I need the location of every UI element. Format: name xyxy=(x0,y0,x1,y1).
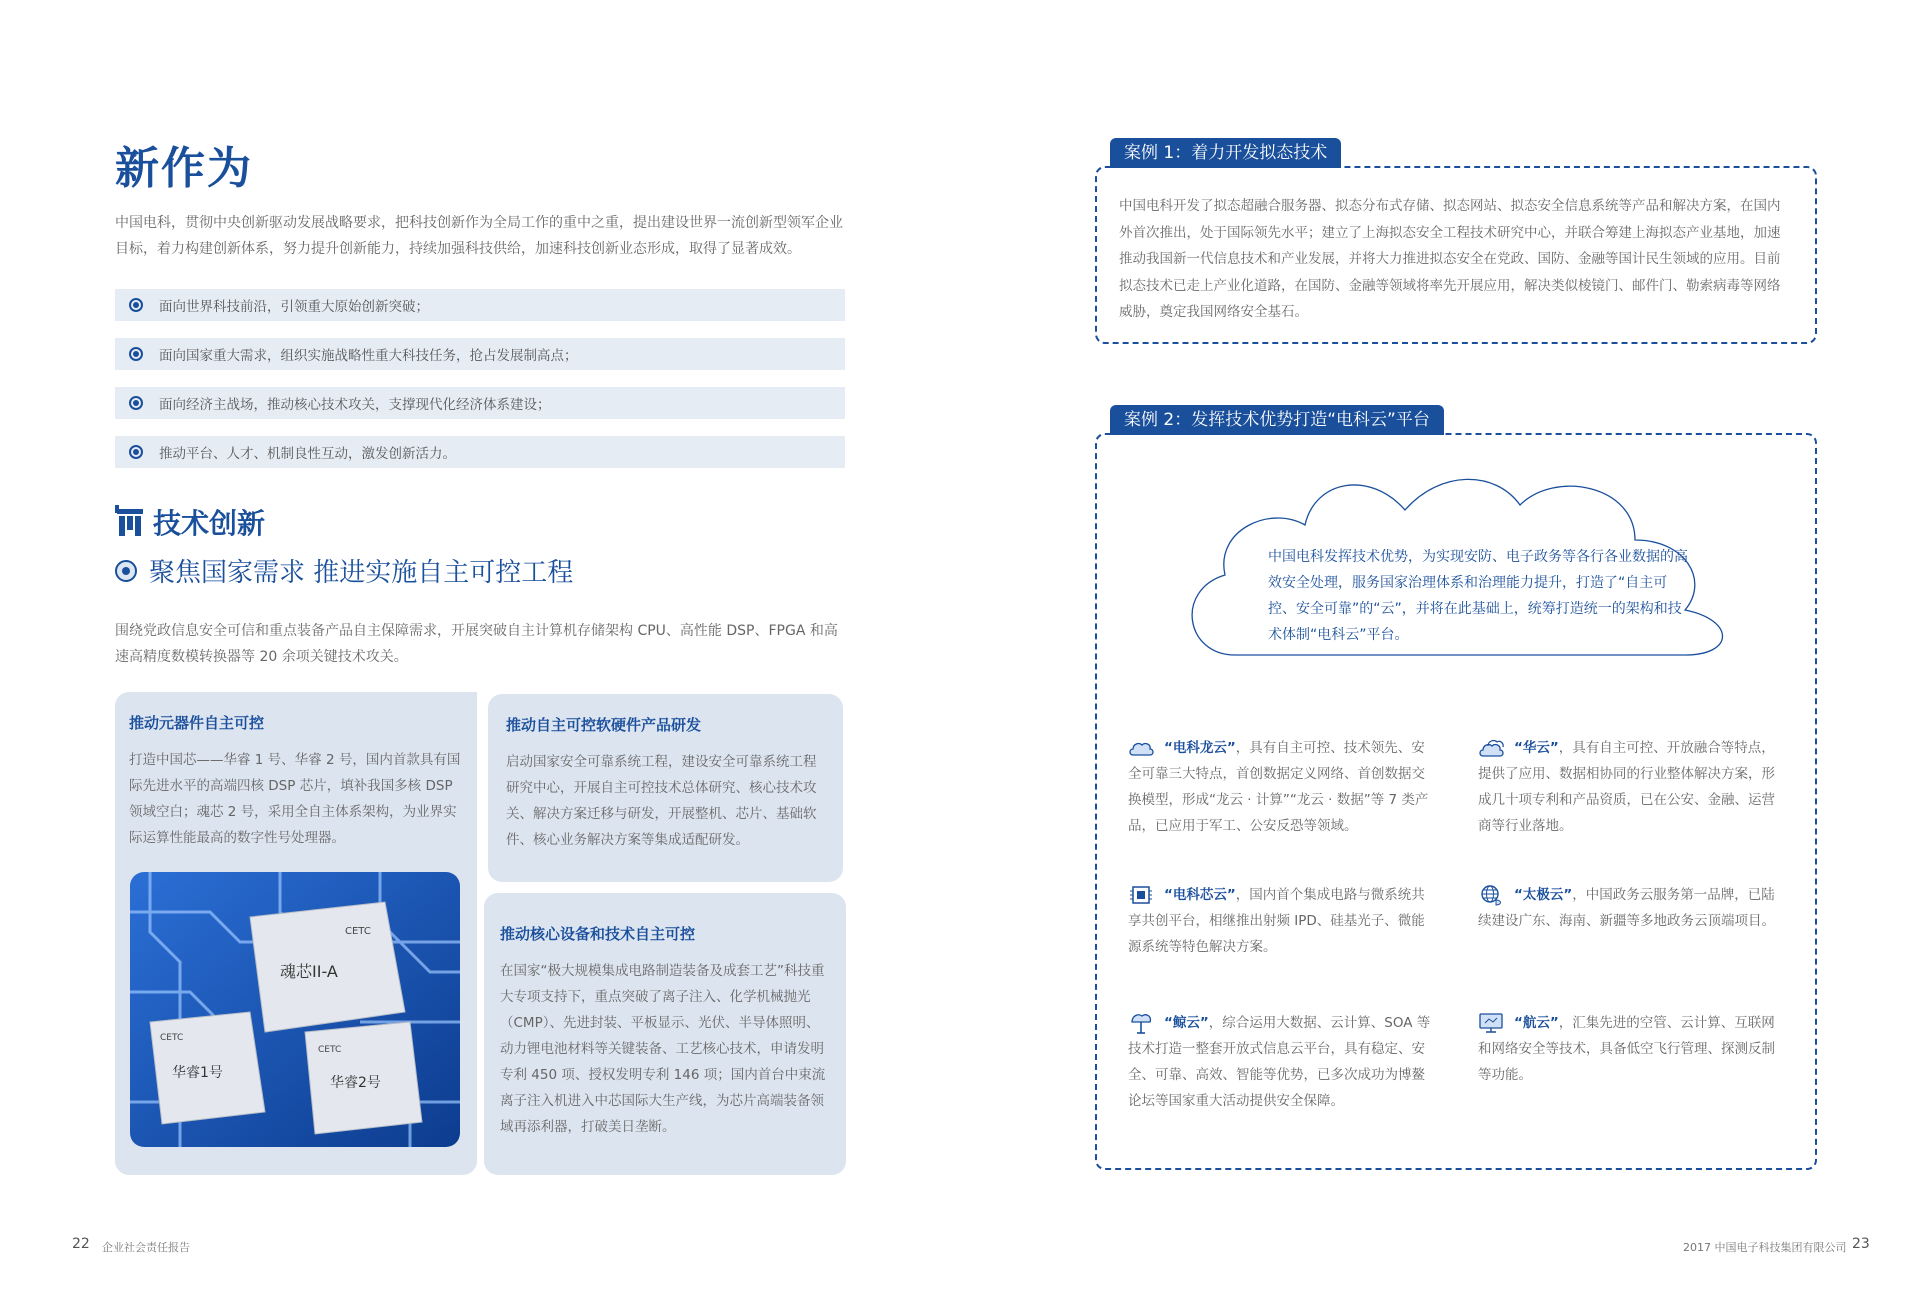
sub-title: 聚焦国家需求 推进实施自主可控工程 xyxy=(115,552,573,589)
feature-huayun: “华云”，具有自主可控、开放融合等特点，提供了应用、数据相协同的行业整体解决方案，形成几十项专利和产品资质，已在公安、金融、运营商等行业落地。 xyxy=(1478,735,1783,839)
cloud-text: 中国电科发挥技术优势，为实现安防、电子政务等各行各业数据的高效安全处理，服务国家治理体系和治理能力提升，打造了“自主可控、安全可靠”的“云”，并将在此基础上，统筹打造统一的架构和技术体制“电科云”平台。 xyxy=(1268,549,1688,643)
section-title: 技术创新 xyxy=(115,502,265,542)
bullet-dot-icon xyxy=(129,396,143,410)
card-equipment xyxy=(484,893,846,1175)
bullet-dot-icon xyxy=(115,560,137,582)
chip-label: 华睿1号 xyxy=(172,1065,223,1081)
feature-dianke-longyun: “电科龙云”，具有自主可控、技术领先、安全可靠三大特点，首创数据定义网络、首创数据交换模型，形成“龙云 · 计算”“龙云 · 数据”等 7 类产品，已应用于军工、公安反恐等领域。 xyxy=(1128,735,1438,839)
chip-icon xyxy=(1128,884,1154,906)
feature-dianke-xinyun: “电科芯云”，国内首个集成电路与微系统共享共创平台，相继推出射频 IPD、硅基光子、微能源系统等特色解决方案。 xyxy=(1128,882,1438,960)
feature-jingyun: “鲸云”，综合运用大数据、云计算、SOA 等技术打造一整套开放式信息云平台，具有稳定、安全、可靠、高效、智能等优势，已多次成功为博鳌论坛等国家重大活动提供安全保障。 xyxy=(1128,1010,1438,1114)
page-number-right: 23 xyxy=(1852,1236,1870,1252)
page-title: 新作为 xyxy=(115,143,253,194)
card-title: 推动自主可控软硬件产品研发 xyxy=(506,716,702,734)
case1-tag: 案例 1：着力开发拟态技术 xyxy=(1110,138,1341,168)
monitor-icon xyxy=(1478,1012,1504,1034)
antenna-icon xyxy=(1128,1012,1154,1034)
chip-label: CETC xyxy=(160,1033,184,1043)
chip-label: CETC xyxy=(345,926,371,937)
chip-label: 魂芯II-A xyxy=(280,962,338,981)
card-text: 启动国家安全可靠系统工程，建设安全可靠系统工程研究中心，开展自主可控技术总体研究、核心技术攻关、解决方案迁移与研发，开展整机、芯片、基础软件、核心业务解决方案等集成适配研发。 xyxy=(506,754,817,848)
card-title: 推动核心设备和技术自主可控 xyxy=(500,925,696,943)
feature-hangyun: “航云”，汇集先进的空管、云计算、互联网和网络安全等技术，具备低空飞行管理、探测反制等功能。 xyxy=(1478,1010,1783,1088)
chip-label: CETC xyxy=(318,1045,342,1055)
chip-image xyxy=(130,872,460,1147)
page-number-left: 22 xyxy=(72,1236,90,1252)
card-title: 推动元器件自主可控 xyxy=(129,714,265,732)
chip-label: 华睿2号 xyxy=(330,1075,381,1091)
bullet-dot-icon xyxy=(129,445,143,459)
tech-innovation-icon xyxy=(115,505,145,539)
bullet-dot-icon xyxy=(129,347,143,361)
case1-box xyxy=(1095,166,1817,344)
bullet-item: 面向国家重大需求，组织实施战略性重大科技任务，抢占发展制高点； xyxy=(115,338,845,370)
bullet-item: 面向经济主战场，推动核心技术攻关，支撑现代化经济体系建设； xyxy=(115,387,845,419)
double-cloud-icon xyxy=(1478,737,1504,759)
footer-report-name: 企业社会责任报告 xyxy=(102,1241,190,1254)
section-paragraph: 围绕党政信息安全可信和重点装备产品自主保障需求，开展突破自主计算机存储架构 CPU、高性能 DSP、FPGA 和高速高精度数模转换器等 20 余项关键技术攻关。 xyxy=(115,623,838,665)
cloud-icon xyxy=(1128,737,1154,759)
feature-taiji-yun: “太极云”，中国政务云服务第一品牌，已陆续建设广东、海南、新疆等多地政务云顶端项目。 xyxy=(1478,882,1783,934)
card-text: 打造中国芯——华睿 1 号、华睿 2 号，国内首款具有国际先进水平的高端四核 DSP 芯片，填补我国多核 DSP 领域空白；魂芯 2 号，采用全自主体系架构，为业界实际运算性能最高的数字性号处理器。 xyxy=(129,752,461,846)
card-software xyxy=(488,694,843,882)
bullet-dot-icon xyxy=(129,298,143,312)
card-text: 在国家“极大规模集成电路制造装备及成套工艺”科技重大专项支持下，重点突破了离子注入、化学机械抛光（CMP）、先进封装、平板显示、光伏、半导体照明、动力锂电池材料等关键装备、工艺核心技术，申请发明专利 450 项、授权发明专利 146 项；国内首台中束流离子注入机进入中芯国际大生产线，为芯片高端装备领域再添利器，打破美日垄断。 xyxy=(500,963,826,1135)
intro-paragraph: 中国电科，贯彻中央创新驱动发展战略要求，把科技创新作为全局工作的重中之重，提出建设世界一流创新型领军企业目标，着力构建创新体系，努力提升创新能力，持续加强科技供给，加速科技创新业态形成，取得了显著成效。 xyxy=(115,215,843,257)
case1-text: 中国电科开发了拟态超融合服务器、拟态分布式存储、拟态网站、拟态安全信息系统等产品和解决方案，在国内外首次推出，处于国际领先水平；建立了上海拟态安全工程技术研究中心，并联合筹建上海拟态产业基地，加速推动我国新一代信息技术和产业发展，并将大力推进拟态安全在党政、国防、金融等国计民生领域的应用。目前拟态技术已走上产业化道路，在国防、金融等领域将率先开展应用，解决类似棱镜门、邮件门、勒索病毒等网络威胁，奠定我国网络安全基石。 xyxy=(1119,198,1781,320)
globe-icon xyxy=(1478,884,1504,906)
bullet-item: 面向世界科技前沿，引领重大原始创新突破； xyxy=(115,289,845,321)
footer-company: 2017 中国电子科技集团有限公司 xyxy=(1683,1241,1847,1254)
bullet-item: 推动平台、人才、机制良性互动，激发创新活力。 xyxy=(115,436,845,468)
case2-tag: 案例 2：发挥技术优势打造“电科云”平台 xyxy=(1110,405,1444,435)
